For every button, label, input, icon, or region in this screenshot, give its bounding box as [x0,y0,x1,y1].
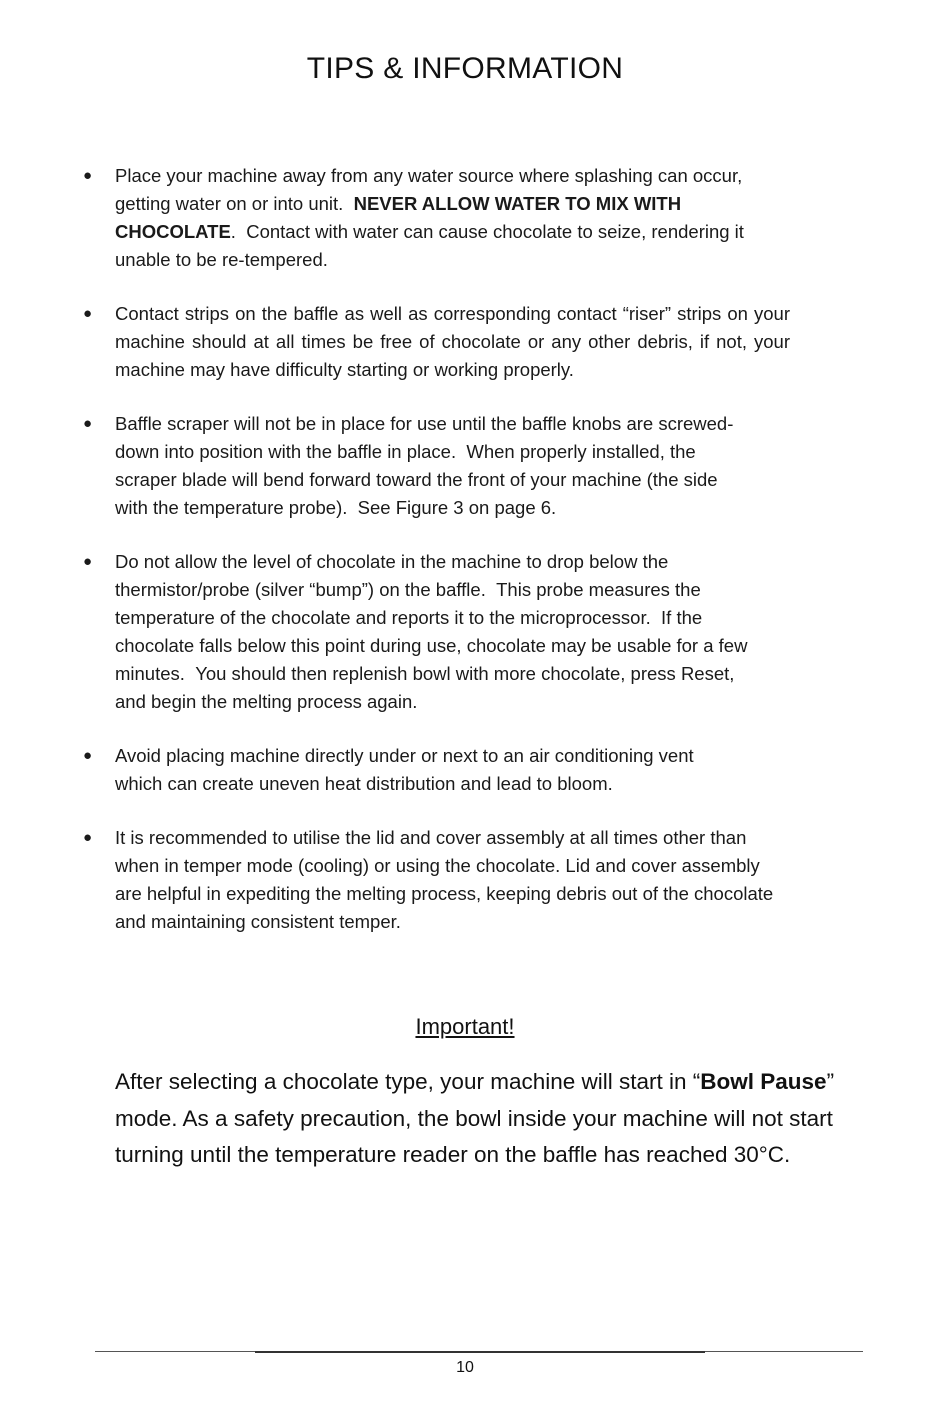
list-item [80,162,755,274]
tip-text: It is recommended to utilise the lid and cover assembly at all times other than when in temper mode (cooling) or using the chocolate. Lid and cover assembly are helpful in expediting the melting process, keeping debris out of the chocolate and maintaining consistent temper. [115,827,774,932]
page-number: 10 [456,1359,474,1376]
bullet-icon: ● [83,747,93,764]
tip-text: Avoid placing machine directly under or next to an air conditioning vent which can create uneven heat distribution and lead to bloom. [115,745,694,794]
footer-divider [95,1351,863,1352]
tip-text: . Contact with water can cause chocolate to seize, rendering it unable to be re-tempered. [115,221,744,270]
list-item [80,410,755,522]
bowl-pause-label: Bowl Pause [700,1069,827,1094]
list-item [80,300,790,384]
important-notice [115,1064,895,1174]
tips-list [80,162,790,962]
bullet-icon: ● [83,553,93,570]
tip-warning-text: NEVER ALLOW WATER TO MIX WITH CHOCOLATE [115,193,682,242]
important-text: ” mode. As a safety precaution, the bowl inside your machine will not start turning until the temperature reader on the baffle has reached 30°C. [115,1069,835,1167]
bullet-icon: ● [83,167,93,184]
important-heading: Important! [415,1014,515,1039]
list-item [80,824,775,936]
list-item [80,548,755,716]
bullet-icon: ● [83,305,93,322]
list-item [80,742,735,798]
bullet-icon: ● [83,829,93,846]
tip-text: Place your machine away from any water source where splashing can occur, getting water on or into unit. [115,165,743,214]
tip-text: Contact strips on the baffle as well as corresponding contact “riser” strips on your machine should at all times be free of chocolate or any other debris, if not, your machine may have difficulty starting or working properly. [115,303,790,380]
page-title: TIPS & INFORMATION [306,52,624,85]
important-text: After selecting a chocolate type, your machine will start in “ [115,1069,701,1094]
bullet-icon: ● [83,415,93,432]
tip-text: Baffle scraper will not be in place for use until the baffle knobs are screwed-down into position with the baffle in place. When properly installed, the scraper blade will bend forward toward the front of your machine (the side with the temperature probe). See Figure 3 on page 6. [115,413,734,518]
tip-text: Do not allow the level of chocolate in the machine to drop below the thermistor/probe (silver “bump”) on the baffle. This probe measures the temperature of the chocolate and reports it to the microprocessor. If the chocolate falls below this point during use, chocolate may be usable for a few minutes. You should then replenish bowl with more chocolate, press Reset, and begin the melting process again. [115,551,748,712]
